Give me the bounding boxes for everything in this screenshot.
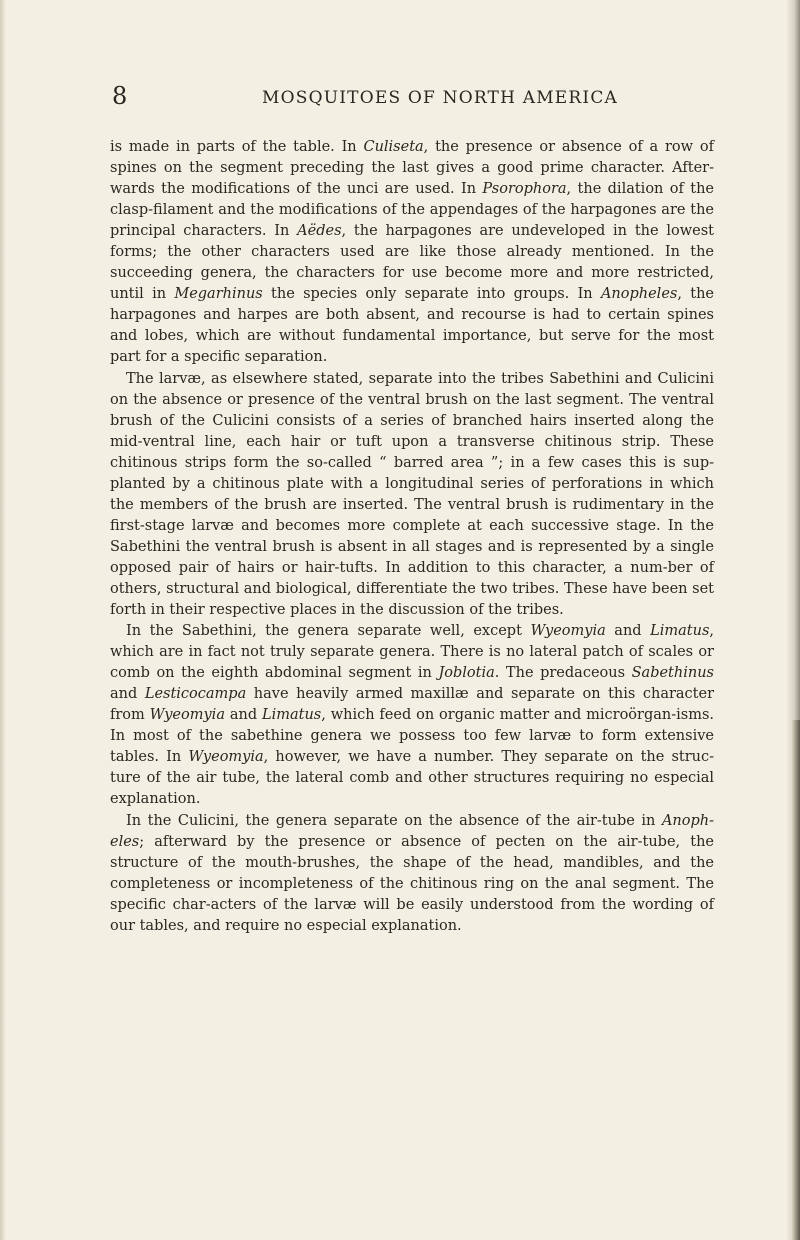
italic-term: Wyeomyia: [149, 707, 225, 724]
paragraph: [110, 369, 714, 622]
italic-term: Megarhinus: [174, 286, 263, 303]
italic-term: Anoph-eles: [110, 812, 714, 850]
text-run: . The predaceous: [494, 665, 632, 682]
text-run: ; afterward by the presence or absence of pecten on the air-tube, the structure of the mouth-brushes, the shape of the head, mandibles, and the completeness or incompleteness of the chitinous ring on the anal segment. The specific char-acters of the larvæ will be easily understood from the wording of our tables, and require no especial explanation.: [110, 833, 714, 934]
text-run: the species only separate into groups. In: [262, 286, 601, 303]
text-run: have heavily armed maxillæ and separate on this character from: [110, 686, 715, 724]
page-number: 8: [112, 82, 128, 110]
italic-term: Joblotia: [438, 665, 495, 682]
italic-term: Aëdes: [297, 223, 342, 240]
text-run: , which feed on organic matter and microörgan-isms. In most of the sabethine genera we possess too few larvæ to form extensive tables. In: [110, 707, 715, 766]
body-text: [110, 137, 714, 937]
page-left-edge: [0, 0, 6, 1240]
paragraph: [110, 621, 714, 810]
italic-term: Anopheles: [600, 286, 678, 303]
text-run: , the dilation of the clasp-filament and the modifications of the appendages of the harpagones are the principal characters. In: [110, 181, 714, 240]
running-title: MOSQUITOES OF NORTH AMERICA: [262, 88, 619, 108]
text-run: The larvæ, as elsewhere stated, separate into the tribes Sabethini and Culicini on the absence or presence of the ventral brush on the last segment. The ventral brush of the Culicini consists of a series of branched hairs inserted along the mid-ventral line, each hair or tuft upon a transverse chitinous strip. These chitinous strips form the so-called “ barred area ”; in a few cases this is sup-planted by a chitinous plate with a longitudinal series of perforations in which the members of the brush are inserted. The ventral brush is rudimentary in the first-stage larvæ and becomes more complete at each successive stage. In the Sabethini the ventral brush is absent in all stages and is represented by a single opposed pair of hairs or hair-tufts. In addition to this character, a num-ber of others, structural and biological, differentiate the two tribes. These have been set forth in their respective places in the discussion of the tribes.: [110, 370, 714, 619]
adjacent-page-edge: [792, 720, 800, 1240]
text-run: , the harpagones are undeveloped in the lowest forms; the other characters used are like those already mentioned. In the succeeding genera, the characters for use become more and more restricted, until in: [110, 223, 714, 303]
text-run: and: [224, 707, 262, 724]
italic-term: Psorophora: [482, 181, 567, 198]
paragraph: [110, 811, 714, 937]
text-run: is made in parts of the table. In: [110, 139, 364, 155]
text-run: , however, we have a number. They separate on the struc-ture of the air tube, the lateral comb and other structures requiring no especial explanation.: [110, 749, 715, 808]
italic-term: Lesticocampa: [144, 686, 247, 703]
text-run: and: [110, 686, 145, 703]
text-run: , which are in fact not truly separate genera. There is no lateral patch of scales or comb on the eighth abdominal segment in: [110, 623, 715, 682]
italic-term: Limatus: [261, 707, 322, 724]
text-run: In the Sabethini, the genera separate well, except: [126, 623, 531, 640]
text-run: In the Culicini, the genera separate on the absence of the air-tube in: [126, 812, 662, 829]
italic-term: Sabethinus: [631, 665, 714, 682]
page-header: [112, 80, 712, 120]
italic-term: Culiseta: [363, 139, 424, 155]
text-run: , the presence or absence of a row of spines on the segment preceding the last gives a good prime character. After-wards the modifications of the unci are used. In: [110, 139, 714, 198]
paragraph: [110, 137, 714, 369]
text-run: and: [605, 623, 651, 640]
italic-term: Wyeomyia: [530, 623, 606, 640]
italic-term: Wyeomyia: [188, 749, 264, 766]
italic-term: Limatus: [650, 623, 710, 640]
text-run: , the harpagones and harpes are both absent, and recourse is had to certain spines and lobes, which are without fundamental importance, but serve for the most part for a specific separation.: [110, 286, 714, 366]
